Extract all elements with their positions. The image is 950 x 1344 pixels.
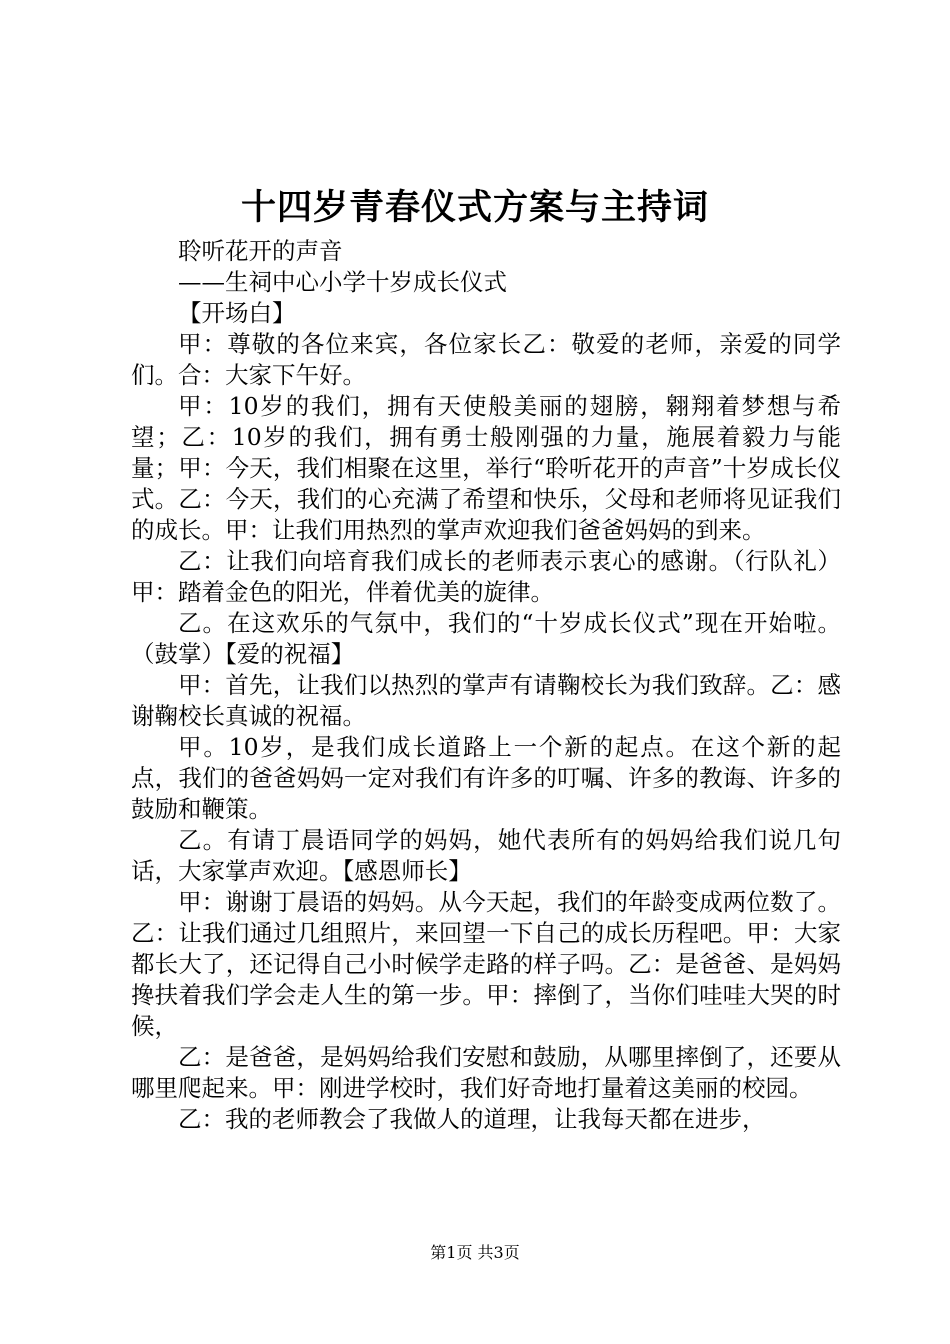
paragraph: 乙：是爸爸，是妈妈给我们安慰和鼓励，从哪里摔倒了，还要从哪里爬起来。甲：刚进学校时，我们好奇地打量着这美丽的校园。 (131, 1043, 841, 1102)
paragraph: 乙：让我们向培育我们成长的老师表示衷心的感谢。（行队礼）甲：踏着金色的阳光，伴着优美的旋律。 (131, 547, 841, 606)
document-body (131, 236, 841, 1135)
paragraph: 甲。10岁，是我们成长道路上一个新的起点。在这个新的起点，我们的爸爸妈妈一定对我们有许多的叮嘱、许多的教诲、许多的鼓励和鞭策。 (131, 733, 841, 823)
page-number-footer: 第1页 共3页 (430, 1243, 520, 1262)
paragraph-subtitle: 聆听花开的声音 (178, 237, 343, 265)
paragraph: 乙。有请丁晨语同学的妈妈，她代表所有的妈妈给我们说几句话，大家掌声欢迎。【感恩师长】 (131, 826, 841, 885)
paragraph: 乙。在这欢乐的气氛中，我们的“十岁成长仪式”现在开始啦。（鼓掌）【爱的祝福】 (131, 609, 841, 668)
paragraph: 甲：10岁的我们，拥有天使般美丽的翅膀，翱翔着梦想与希望；乙：10岁的我们，拥有勇士般刚强的力量，施展着毅力与能量；甲：今天，我们相聚在这里，举行“聆听花开的声音”十岁成长仪式。乙：今天，我们的心充满了希望和快乐，父母和老师将见证我们的成长。甲：让我们用热烈的掌声欢迎我们爸爸妈妈的到来。 (131, 392, 841, 544)
paragraph-section-opening: 【开场白】 (178, 299, 296, 327)
paragraph: 乙：我的老师教会了我做人的道理，让我每天都在进步， (178, 1105, 766, 1133)
document-title: 十四岁青春仪式方案与主持词 (240, 187, 709, 228)
paragraph-school-line: ——生祠中心小学十岁成长仪式 (178, 268, 507, 296)
paragraph: 甲：尊敬的各位来宾，各位家长乙：敬爱的老师，亲爱的同学们。合：大家下午好。 (131, 330, 841, 389)
paragraph: 甲：首先，让我们以热烈的掌声有请鞠校长为我们致辞。乙：感谢鞠校长真诚的祝福。 (131, 671, 841, 730)
paragraph: 甲：谢谢丁晨语的妈妈。从今天起，我们的年龄变成两位数了。乙：让我们通过几组照片，来回望一下自己的成长历程吧。甲：大家都长大了，还记得自己小时候学走路的样子吗。乙：是爸爸、是妈妈搀扶着我们学会走人生的第一步。甲：摔倒了，当你们哇哇大哭的时候， (131, 888, 841, 1040)
